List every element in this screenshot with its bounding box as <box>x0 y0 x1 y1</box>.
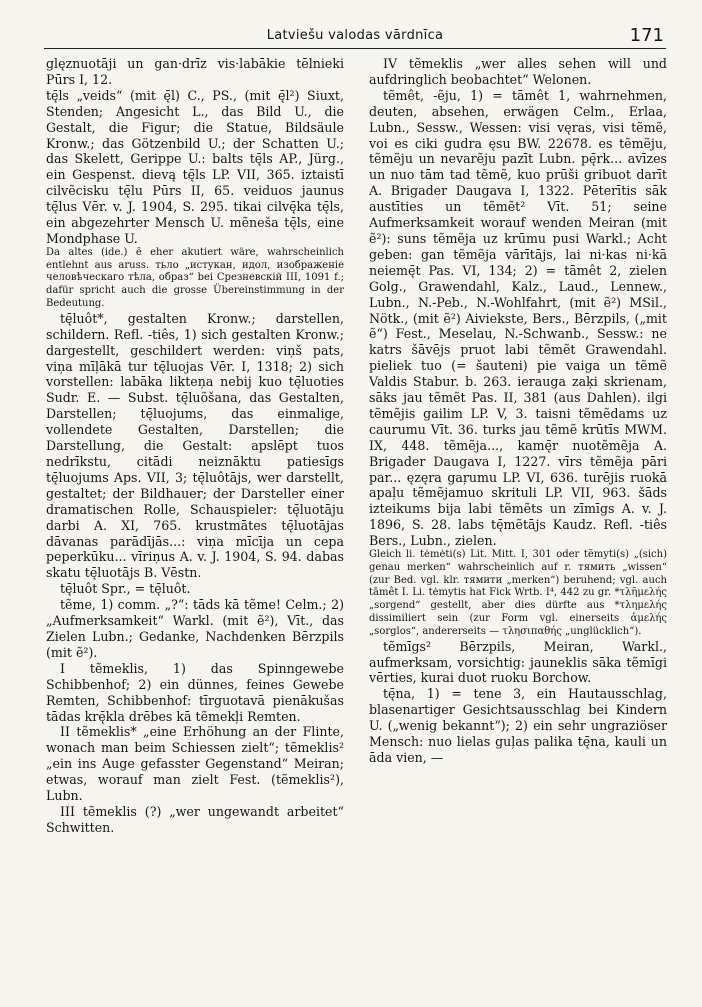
running-title: Latviešu valodas vārdnīca <box>266 28 444 43</box>
entry-continuation: glęznuotāji un gan·drīz vis·labākie tēlnieki Pūrs I, 12. <box>46 56 344 87</box>
page-number: 171 <box>629 25 664 46</box>
etymology-note: Gleich li. tėmėti(s) Lit. Mitt. I, 301 oder tẽmyti(s) „(sich) genau merken“ wahrscheinlich auf r. тямить „wissen“ (zur Bed. vgl. klr. тямити „merken“) beruhend; vgl. auch tāmêt I. Li. tėmytis hat Fick Wrtb. I⁴, 442 zu gr. *τλῆμελής „sorgend“ gestellt, aber dies dürfte aus *τλημελής dissimiliert sein (zur Form vgl. einerseits ἀμελής „sorglos“, andererseits — τλησιπαθής „unglücklich“). <box>369 549 667 637</box>
left-column <box>46 56 344 996</box>
right-column <box>369 56 667 996</box>
entry-teme: tẽme, 1) comm. „?“: tāds kā tẽme! Celm.; 2) „Aufmerksamkeit“ Warkl. (mit ẽ²), Vīt., das Zielen Lubn.; Gedanke, Nachdenken Bērzpils (mit ẽ²). <box>46 597 344 660</box>
entry-teluot: tę̄luôt*, gestalten Kronw.; darstellen, schildern. Refl. -tiês, 1) sich gestalten Kronw.; dargestellt, geschildert werden: viņš pats, viņa mīļākā tur tę̄luojas Vēr. I, 1318; 2) sich vorstellen: labāka likteņa nebij kuo tę̄luoties Sudr. E. — Subst. tę̄luõšana, das Gestalten, Darstellen; tę̄luojums, das einmalige, vollendete Gestalten, Darstellen; die Darstellung, die Gestalt: apslēpt tuos nedrīkstu, citādi neiznāktu patiesīgs tę̄luojums Aps. VII, 3; tę̄luôtājs, wer darstellt, gestaltet; der Bildhauer; der Darsteller einer dramatischen Rolle, Schauspieler: tę̄luotāju darbi A. XI, 765. krustmātes tę̄luotājas dāvanas parādījās...: viņa mīcīja un cepa peperkūku... vīriņus A. v. J. 1904, S. 94. dabas skatu tę̄luotājs B. Vēstn. <box>46 310 344 581</box>
etymology-note: Da altes (ide.) ē eher akutiert wäre, wahrscheinlich entlehnt aus aruss. тьло „истукан, идол, изображеніе человѣческаго тѣла, образ“ bei Срезневскій III, 1091 f.; dafür spricht auch die grosse Übereinstimmung in der Bedeutung. <box>46 246 344 310</box>
entry-temeklis-3: III tẽmeklis (?) „wer ungewandt arbeitet“ Schwitten. <box>46 803 344 835</box>
entry-tels: tę̄ls „veids“ (mit ę̄l) C., PS., (mit ę̄l²) Siuxt, Stenden; Angesicht L., das Bild U., die Gestalt, die Figur; die Statue, Bildsäule Kronw.; das Götzenbild U.; der Schatten U.; das Skelett, Gerippe U.: balts tę̄ls AP., Jürg., ein Gespenst. dievą tę̄ls LP. VII, 365. iztaistī cilvẽcisku tę̄lu Pūrs II, 65. veiduos jaunus tę̄lus Vēr. v. J. 1904, S. 295. tikai cilvę̄ka tę̄ls, ein abgezehrter Mensch U. mẽneša tę̄ls, eine Mondphase U. <box>46 87 344 246</box>
entry-temeklis-1: I tẽmeklis, 1) das Spinngewebe Schibbenhof; 2) ein dünnes, feines Gewebe Remten, Schibbenhof: tīrguotavā pienākušas tādas krę̄kla drēbes kā tẽmekļi Remten. <box>46 660 344 724</box>
entry-temeklis-2: II tẽmeklis* „eine Erhöhung an der Flinte, wonach man beim Schiessen zielt“; tẽmeklis² „ein ins Auge gefasster Gegenstand“ Meiran; etwas, worauf man zielt Fest. (tẽmeklis²), Lubn. <box>46 724 344 804</box>
entry-temet: tẽmêt, -ẽju, 1) = tāmêt 1, wahrnehmen, deuten, absehen, erwägen Celm., Erlaa, Lubn., Sessw., Wessen: visi vęras, visi tẽmẽ, voi es ciki gudra ęsu BW. 22678. es tẽmẽju, tẽmẽju un nevarẽju pazīt Lubn. pę̄rk... avīzes un nuo tām tad tẽmẽ, kuo prūši gribuot darīt A. Brigader Daugava I, 1322. Pēterītis sāk austīties un tẽmẽt² Vīt. 51; seine Aufmerksamkeit worauf wenden Meiran (mit ẽ²): suns tẽmẽja uz krūmu pusi Warkl.; Acht geben: gan tẽmẽja vārītājs, lai ni·kas ni·kā neiemę̄t Pas. VI, 134; 2) = tāmêt 2, zielen Golg., Grawendahl, Kalz., Laud., Lennew., Lubn., N.-Peb., N.-Wohlfahrt, (mit ẽ²) MSil., Nötk., (mit ẽ²) Aiviekste, Bers., Bērzpils, („mit ẽ“) Fest., Meselau, N.-Schwanb., Sessw.: ne katrs šāvējs pruot labi tẽmẽt Grawendahl. pieliek tuo (= šauteni) pie vaiga un tẽmẽ Valdis Stabur. b. 263. ierauga zaķi skrienam, sāks jau tẽmẽt Pas. II, 381 (aus Dahlen). ilgi tẽmẽjis gailim LP. V, 3. taisni tẽmẽdams uz caurumu Vīt. 36. turks jau tẽmẽ krūtīs MWM. IX, 448. tẽmẽja..., kamę̄r nuotẽmẽja A. Brigader Daugava I, 1227. vīrs tẽmẽja pāri par... ęzęra gaŗumu LP. VI, 636. turējis ruokā apaļu tẽmẽjamuo skrituli LP. VII, 963. šāds izteikums bija labi tẽmẽts un zīmīgs A. v. J. 1896, S. 28. labs tę̄mẽtājs Kaudz. Refl. -tiês Bers., Lubn., zielen. <box>369 87 667 549</box>
entry-temigs: tẽmīgs² Bērzpils, Meiran, Warkl., aufmerksam, vorsichtig: jauneklis sāka tẽmīgi vērties, kurai duot ruoku Borchow. <box>369 638 667 686</box>
entry-temeklis-4: IV tẽmeklis „wer alles sehen will und aufdringlich beobachtet“ Welonen. <box>369 56 667 87</box>
entry-teluot-spr: tę̄luôt Spr., = tę̄luôt. <box>60 581 191 597</box>
entry-tena: tę̄na, 1) = tene 3, ein Hautausschlag, blasenartiger Gesichtsausschlag bei Kindern U. („wenig bekannt“); 2) ein sehr ungraziöser Mensch: nuo lielas guļas palika tę̄na, kauli un āda vien, — <box>369 686 667 766</box>
page-header <box>44 22 666 49</box>
